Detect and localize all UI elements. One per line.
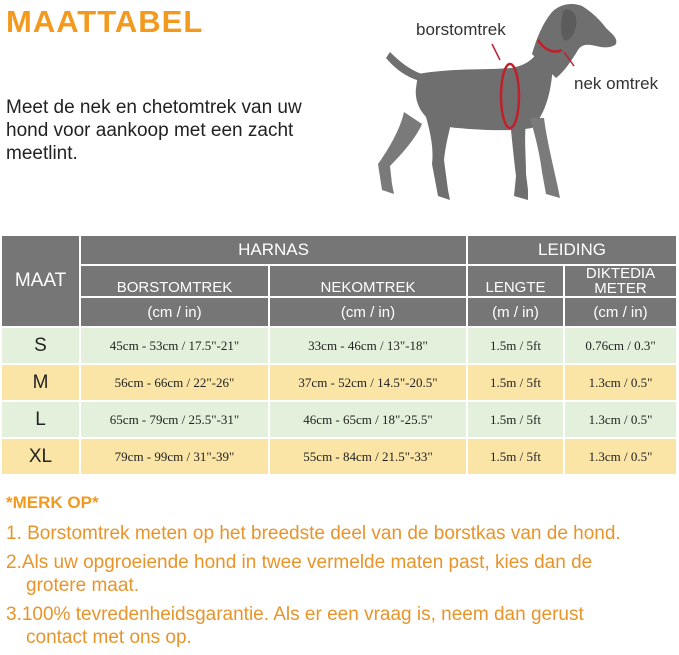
list-item xyxy=(6,551,676,597)
diktediameter-line-1: DIKTEDIA xyxy=(585,265,656,282)
chest-girth-label: borstomtrek xyxy=(416,20,506,39)
dikte-cell: 1.3cm / 0.5" xyxy=(564,401,677,438)
nek-cell: 55cm - 84cm / 21.5"-33" xyxy=(269,438,467,475)
column-header-maat: MAAT xyxy=(1,235,80,327)
borst-cell: 56cm - 66cm / 22"-26" xyxy=(80,364,269,401)
table-unit-row xyxy=(1,297,677,327)
table-row xyxy=(1,327,677,364)
table-subheader-row xyxy=(1,265,677,297)
dog-silhouette-icon xyxy=(360,0,679,222)
unit-lengte: (m / in) xyxy=(467,297,564,327)
note-line: 1. Borstomtrek meten op het breedste deel van de borstkas van de hond. xyxy=(6,523,621,544)
dikte-cell: 1.3cm / 0.5" xyxy=(564,364,677,401)
note-line-continued: grotere maat. xyxy=(26,575,139,596)
column-header-lengte: LENGTE xyxy=(467,265,564,297)
dog-measurement-diagram xyxy=(360,0,679,222)
size-cell: M xyxy=(1,364,80,401)
page-title: MAATTABEL xyxy=(6,4,204,39)
neck-girth-label: nek omtrek xyxy=(574,74,659,93)
table-header-row xyxy=(1,235,677,265)
group-header-harnas: HARNAS xyxy=(80,235,467,265)
note-line: 3.100% tevredenheidsgarantie. Als er een vraag is, neem dan gerust xyxy=(6,604,584,625)
borst-cell: 45cm - 53cm / 17.5"-21" xyxy=(80,327,269,364)
note-line-continued: contact met ons op. xyxy=(26,627,192,648)
lengte-cell: 1.5m / 5ft xyxy=(467,401,564,438)
nek-cell: 46cm - 65cm / 18"-25.5" xyxy=(269,401,467,438)
unit-nekomtrek: (cm / in) xyxy=(269,297,467,327)
borst-cell: 65cm - 79cm / 25.5"-31" xyxy=(80,401,269,438)
lengte-cell: 1.5m / 5ft xyxy=(467,438,564,475)
nek-cell: 33cm - 46cm / 13"-18" xyxy=(269,327,467,364)
table-row xyxy=(1,438,677,475)
dikte-cell: 0.76cm / 0.3" xyxy=(564,327,677,364)
dikte-cell: 1.3cm / 0.5" xyxy=(564,438,677,475)
nek-cell: 37cm - 52cm / 14.5"-20.5" xyxy=(269,364,467,401)
lengte-cell: 1.5m / 5ft xyxy=(467,327,564,364)
table-row xyxy=(1,364,677,401)
diktediameter-line-2: METER xyxy=(594,280,647,297)
table-row xyxy=(1,401,677,438)
note-line: 2.Als uw opgroeiende hond in twee vermelde maten past, kies dan de xyxy=(6,552,593,573)
size-cell: L xyxy=(1,401,80,438)
group-header-leiding: LEIDING xyxy=(467,235,677,265)
size-table xyxy=(1,235,677,475)
column-header-nekomtrek: NEKOMTREK xyxy=(269,265,467,297)
unit-diktediameter: (cm / in) xyxy=(564,297,677,327)
intro-text: Meet de nek en chetomtrek van uw hond voor aankoop met een zacht meetlint. xyxy=(6,97,302,164)
notes-list xyxy=(6,522,676,655)
lengte-cell: 1.5m / 5ft xyxy=(467,364,564,401)
size-cell: S xyxy=(1,327,80,364)
list-item xyxy=(6,522,676,545)
column-header-borstomtrek: BORSTOMTREK xyxy=(80,265,269,297)
notes-title: *MERK OP* xyxy=(6,493,99,512)
unit-borstomtrek: (cm / in) xyxy=(80,297,269,327)
borst-cell: 79cm - 99cm / 31"-39" xyxy=(80,438,269,475)
column-header-diktediameter xyxy=(564,265,677,297)
size-cell: XL xyxy=(1,438,80,475)
list-item xyxy=(6,603,676,649)
